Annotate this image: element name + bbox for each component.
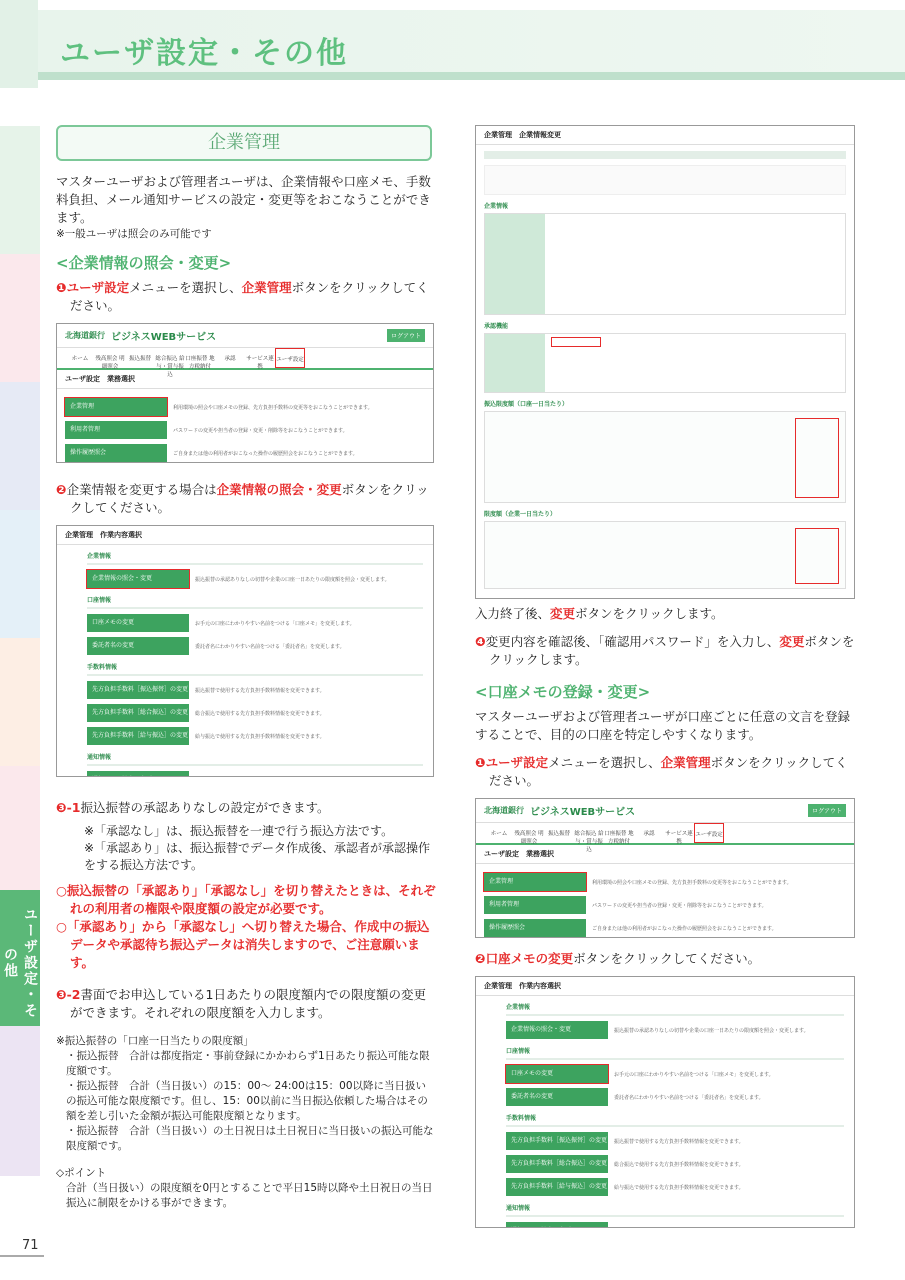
form-section: 限度額（企業一日当たり） xyxy=(484,511,557,518)
right-column xyxy=(475,125,855,1228)
company-mgmt-button[interactable]: 企業管理 xyxy=(65,398,167,416)
account-memo-button[interactable]: 口座メモの変更 xyxy=(87,614,189,632)
menu-desc: 振込振替の承認ありなしの切替や企業の口座一日あたりの限度額を照会・変更します。 xyxy=(195,576,390,583)
history-button[interactable]: 操作履歴照会 xyxy=(65,444,167,462)
page-title: ユーザ設定・その他 xyxy=(60,36,348,71)
consignor-button[interactable]: 委託者名の変更 xyxy=(506,1088,608,1106)
group-title: 通知情報 xyxy=(506,1205,531,1212)
menu-desc: 委託者名にわかりやすい名前をつける「委託者名」を変更します。 xyxy=(195,643,345,650)
user-mgmt-button[interactable]: 利用者管理 xyxy=(65,421,167,439)
header-left-block xyxy=(0,0,38,88)
mail-setting-button[interactable] xyxy=(506,1222,608,1228)
menu-desc xyxy=(189,777,280,778)
step32-text: ❸-2書面でお申込している1日あたりの限度額内での限度額の変更ができます。それぞれの限度額を入力します。 xyxy=(56,987,426,1020)
menu-desc: 利用環境の照会や口座メモの登録、先方負担手数料の変更等をおこなうことができます。 xyxy=(173,404,373,411)
section-title: 企業管理 xyxy=(56,125,432,161)
point-text: 合計（当日扱い）の限度額を0円とすることで平日15時以降や土日祝日の当日振込に制限をかける事ができます。 xyxy=(66,1182,433,1209)
company-info-button[interactable]: 企業情報の照会・変更 xyxy=(506,1021,608,1039)
group-title: 口座情報 xyxy=(87,597,112,604)
side-color-bands xyxy=(0,126,40,894)
nav-bar xyxy=(57,348,433,378)
screenshot-work-menu xyxy=(56,525,434,777)
screenshot-menu xyxy=(56,323,434,463)
step31-text: ❸-1振込振替の承認ありなしの設定ができます。 xyxy=(56,800,330,815)
nav-user-settings[interactable]: ユーザ設定 xyxy=(694,823,724,843)
point-title: ◇ポイント xyxy=(56,1167,107,1179)
after-input-text: 入力終了後、変更ボタンをクリックします。 xyxy=(475,606,724,621)
nav-home[interactable]: ホーム xyxy=(71,356,89,362)
bank-logo: 北海道銀行 xyxy=(65,331,105,340)
limit-item: ・振込振替 合計（当日扱い）の15：00～ 24:00は15：00以降に当日扱いの振込可能な限度額です。但し、15：00以前に当日振込依頼した場合はその額を差し引いた金額が振込可能限度額となります。 xyxy=(66,1080,428,1122)
nav-debit[interactable]: 口座振替 地方税納付 xyxy=(604,831,634,845)
screenshot-menu-2 xyxy=(475,798,855,938)
nav-transfer[interactable]: 振込振替 xyxy=(547,831,570,837)
menu-desc: パスワードの変更や担当者の登録・変更・削除等をおこなうことができます。 xyxy=(173,427,348,434)
company-mgmt-button[interactable]: 企業管理 xyxy=(484,873,586,891)
form-section: 振込限度額（口座一日当たり） xyxy=(484,401,569,408)
group-title: 企業情報 xyxy=(87,553,112,560)
group-title: 手数料情報 xyxy=(87,664,118,671)
menu-desc: 総合振込で使用する先方負担手数料情報を変更できます。 xyxy=(195,710,325,717)
fee-salary-button[interactable]: 先方負担手数料［給与振込］の変更 xyxy=(506,1178,608,1196)
breadcrumb: 企業管理 作業内容選択 xyxy=(476,977,854,996)
user-mgmt-button[interactable]: 利用者管理 xyxy=(484,896,586,914)
fee-transfer-button[interactable]: 先方負担手数料［振込振替］の変更 xyxy=(506,1132,608,1150)
nav-transfer[interactable]: 振込振替 xyxy=(128,356,151,362)
side-lower-band xyxy=(0,1026,40,1176)
logout-button[interactable]: ログアウト xyxy=(387,329,425,342)
warning-2: ○「承認あり」から「承認なし」へ切り替えた場合、作成中の振込データや承認待ち振込データは消失しますので、ご注意願います。 xyxy=(56,919,430,970)
menu-desc: 振込振替で使用する先方負担手数料情報を変更できます。 xyxy=(614,1138,744,1145)
fee-bulk-button[interactable]: 先方負担手数料［総合振込］の変更 xyxy=(87,704,189,722)
warning-1: ○振込振替の「承認あり」「承認なし」を切り替えたときは、それぞれの利用者の権限や限度額の設定が必要です。 xyxy=(56,883,436,916)
menu-desc: 振込振替で使用する先方負担手数料情報を変更できます。 xyxy=(195,687,325,694)
nav-approve[interactable]: 承認 xyxy=(224,356,236,362)
breadcrumb: 企業管理 作業内容選択 xyxy=(57,526,433,545)
group-title: 企業情報 xyxy=(506,1004,531,1011)
subheading-company-info: <企業情報の照会・変更> xyxy=(56,254,232,272)
fee-transfer-button[interactable]: 先方負担手数料［振込振替］の変更 xyxy=(87,681,189,699)
side-tab: ユーザ設定・その他 xyxy=(0,890,40,1026)
screenshot-work-menu-2 xyxy=(475,976,855,1228)
fee-bulk-button[interactable]: 先方負担手数料［総合振込］の変更 xyxy=(506,1155,608,1173)
memo-intro: マスターユーザおよび管理者ユーザが口座ごとに任意の文言を登録することで、目的の口座を特定しやすくなります。 xyxy=(475,709,851,742)
limit-title: ※振込振替の「口座一日当たりの限度額」 xyxy=(56,1035,254,1047)
step4-text: ❹変更内容を確認後、「確認用パスワード」を入力し、変更ボタンをクリックします。 xyxy=(475,634,855,667)
nav-service[interactable]: サービス連携 xyxy=(665,831,693,845)
menu-desc: 給与振込で使用する先方負担手数料情報を変更できます。 xyxy=(614,1184,744,1191)
menu-desc: 給与振込で使用する先方負担手数料情報を変更できます。 xyxy=(195,733,325,740)
step1-text: ❶ユーザ設定メニューを選択し、企業管理ボタンをクリックしてください。 xyxy=(56,280,429,313)
menu-desc: 利用環境の照会や口座メモの登録、先方負担手数料の変更等をおこなうことができます。 xyxy=(592,879,792,886)
nav-bar xyxy=(476,823,854,853)
logout-button[interactable]: ログアウト xyxy=(808,804,846,817)
nav-approve[interactable]: 承認 xyxy=(643,831,655,837)
service-name: ビジネスWEBサービス xyxy=(111,332,217,343)
nav-home[interactable]: ホーム xyxy=(490,831,508,837)
limit-item: ・振込振替 合計（当日扱い）の土日祝日は土日祝日に当日扱いの振込可能な限度額です。 xyxy=(66,1125,434,1152)
menu-desc: パスワードの変更や担当者の登録・変更・削除等をおこなうことができます。 xyxy=(592,902,767,909)
left-column xyxy=(56,125,436,1211)
menu-desc xyxy=(608,1228,699,1229)
group-title: 通知情報 xyxy=(87,754,112,761)
page-number: 71 xyxy=(22,1238,39,1253)
menu-desc: お手元の口座にわかりやすい名前をつける「口座メモ」を変更します。 xyxy=(614,1071,774,1078)
screenshot-company-change xyxy=(475,125,855,599)
service-name: ビジネスWEBサービス xyxy=(530,807,636,818)
memo-step2-text: ❷口座メモの変更ボタンをクリックしてください。 xyxy=(475,951,761,966)
breadcrumb: ユーザ設定 業務選択 xyxy=(476,845,854,864)
menu-desc: 振込振替の承認ありなしの切替や企業の口座一日あたりの限度額を照会・変更します。 xyxy=(614,1027,809,1034)
menu-desc: ご自身または他の利用者がおこなった操作の履歴照会をおこなうことができます。 xyxy=(592,925,777,932)
nav-bulk[interactable]: 総合振込 給与・賞与振込 xyxy=(574,831,604,853)
form-section: 企業情報 xyxy=(484,203,509,210)
page-number-rule xyxy=(0,1255,44,1257)
mail-setting-button[interactable] xyxy=(87,771,189,777)
menu-desc: ご自身または他の利用者がおこなった操作の履歴照会をおこなうことができます。 xyxy=(173,450,358,457)
group-title: 手数料情報 xyxy=(506,1115,537,1122)
step2-text: ❷企業情報を変更する場合は企業情報の照会・変更ボタンをクリックしてください。 xyxy=(56,482,429,515)
consignor-button[interactable]: 委託者名の変更 xyxy=(87,637,189,655)
page-header xyxy=(0,0,905,88)
memo-step1-text: ❶ユーザ設定メニューを選択し、企業管理ボタンをクリックしてください。 xyxy=(475,755,848,788)
intro-text: マスターユーザおよび管理者ユーザは、企業情報や口座メモ、手数料負担、メール通知サービスの設定・変更等をおこなうことができます。 xyxy=(56,174,431,225)
history-button[interactable]: 操作履歴照会 xyxy=(484,919,586,937)
nav-bulk[interactable]: 総合振込 給与・賞与振込 xyxy=(155,356,185,378)
fee-salary-button[interactable]: 先方負担手数料［給与振込］の変更 xyxy=(87,727,189,745)
step31-item: ※「承認なし」は、振込振替を一連で行う振込方法です。 xyxy=(84,824,394,838)
subheading-account-memo: <口座メモの登録・変更> xyxy=(475,683,651,701)
intro-note: ※一般ユーザは照会のみ可能です xyxy=(56,228,212,240)
nav-user-settings[interactable]: ユーザ設定 xyxy=(275,348,305,368)
group-title: 口座情報 xyxy=(506,1048,531,1055)
company-info-button[interactable]: 企業情報の照会・変更 xyxy=(87,570,189,588)
account-memo-button[interactable]: 口座メモの変更 xyxy=(506,1065,608,1083)
nav-balance[interactable]: 残高照会 明細照会 xyxy=(514,831,544,845)
step31-item: ※「承認あり」は、振込振替でデータ作成後、承認者が承認操作をする振込方法です。 xyxy=(84,841,431,872)
breadcrumb: 企業管理 企業情報変更 xyxy=(476,126,854,145)
menu-desc: 総合振込で使用する先方負担手数料情報を変更できます。 xyxy=(614,1161,744,1168)
bank-logo: 北海道銀行 xyxy=(484,806,524,815)
menu-desc: お手元の口座にわかりやすい名前をつける「口座メモ」を変更します。 xyxy=(195,620,355,627)
nav-balance[interactable]: 残高照会 明細照会 xyxy=(95,356,125,370)
menu-desc: 委託者名にわかりやすい名前をつける「委託者名」を変更します。 xyxy=(614,1094,764,1101)
breadcrumb: ユーザ設定 業務選択 xyxy=(57,370,433,389)
nav-service[interactable]: サービス連携 xyxy=(246,356,274,370)
form-section: 承認機能 xyxy=(484,323,509,330)
nav-debit[interactable]: 口座振替 地方税納付 xyxy=(185,356,215,370)
limit-item: ・振込振替 合計は都度指定・事前登録にかかわらず1日あたり振込可能な限度額です。 xyxy=(66,1050,430,1077)
